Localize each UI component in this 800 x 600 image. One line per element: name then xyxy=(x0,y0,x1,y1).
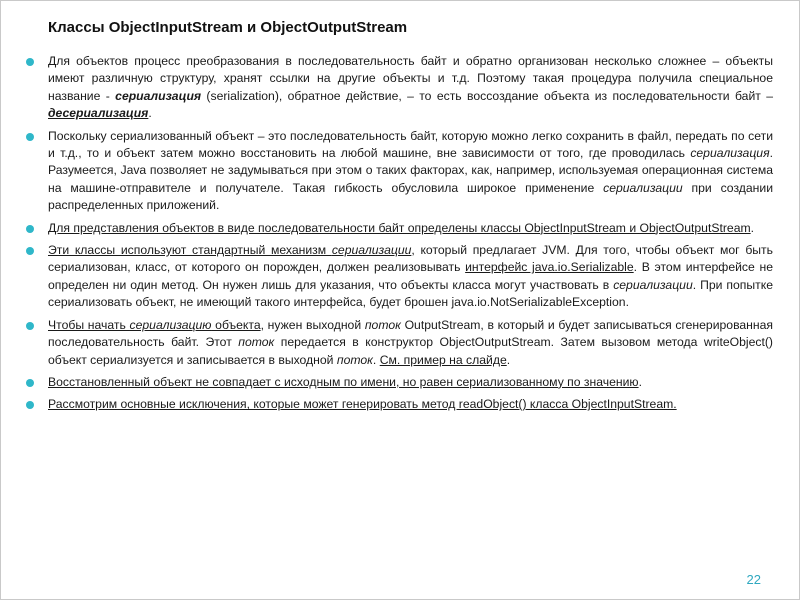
bullet-icon xyxy=(26,322,34,330)
paragraph-1: Для объектов процесс преобразования в последовательность байт и обратно организован несколько сложнее – объекты имеют различную структуру, хранят ссылки на другие объекты и т.д. Поэтому такая процедура получила специальное название - сериализация (serialization), обратное действие, – то есть воссоздание объекта из последовательности байт – десериализация. xyxy=(23,53,773,123)
term-serialization: сериализация xyxy=(115,88,202,103)
slide-title: Классы ObjectInputStream и ObjectOutputStream xyxy=(48,19,408,36)
bullet-icon xyxy=(26,401,34,409)
classes-link[interactable]: Для представления объектов в виде последовательности байт определены классы ObjectInputStream и ObjectOutputStream xyxy=(48,220,751,235)
bullet-icon xyxy=(26,247,34,255)
see-example-link[interactable]: См. пример на слайде xyxy=(379,352,507,367)
bullet-icon xyxy=(26,225,34,233)
exceptions-link[interactable]: Рассмотрим основные исключения, которые может генерировать метод readObject() класса ObjectInputStream. xyxy=(48,397,677,412)
bullet-icon xyxy=(26,133,34,141)
paragraph-3: Для представления объектов в виде последовательности байт определены классы ObjectInputStream и ObjectOutputStream. xyxy=(23,220,773,237)
mechanism-link[interactable]: Эти классы используют стандартный механизм сериализации xyxy=(48,243,412,258)
bullet-icon xyxy=(26,58,34,66)
page-number: 22 xyxy=(746,572,761,587)
start-serialization-link[interactable]: Чтобы начать сериализацию объекта xyxy=(48,317,261,332)
restored-object-link[interactable]: Восстановленный объект не совпадает с исходным по имени, но равен сериализованному по значению xyxy=(48,374,639,389)
bullet-icon xyxy=(26,379,34,387)
slide-content xyxy=(23,53,773,419)
serializable-link[interactable]: интерфейс java.io.Serializable xyxy=(465,260,634,275)
paragraph-4: Эти классы используют стандартный механизм сериализации, который предлагает JVM. Для того, чтобы объект мог быть сериализован, класс, от которого он порожден, должен реализовывать интерфейс java.io.Serializable. В этом интерфейсе не определен ни один метод. Он нужен лишь для указания, что объекты класса могут участвовать в сериализации. При попытке сериализовать объект, не имеющий такого интерфейса, будет брошен java.io.NotSerializableException. xyxy=(23,242,773,312)
paragraph-5: Чтобы начать сериализацию объекта, нужен выходной поток OutputStream, в который и будет записываться сгенерированная последовательность байт. Этот поток передается в конструктор ObjectOutputStream. Затем вызовом метода writeObject() объект сериализуется и записывается в выходной поток. См. пример на слайде. xyxy=(23,317,773,369)
paragraph-7 xyxy=(23,396,773,413)
term-deserialization: десериализация xyxy=(48,106,149,121)
paragraph-6: Восстановленный объект не совпадает с исходным по имени, но равен сериализованному по значению. xyxy=(23,374,773,391)
paragraph-2: Поскольку сериализованный объект – это последовательность байт, которую можно легко сохранить в файл, передать по сети и т.д., то и объект затем можно восстановить на любой машине, вне зависимости от того, где проводилась сериализация. Разумеется, Java позволяет не задумываться при этом о таких факторах, как, например, используемая операционная система на машине-отправителе и получателе. Такая гибкость обусловила широкое применение сериализации при создании распределенных приложений. xyxy=(23,128,773,215)
